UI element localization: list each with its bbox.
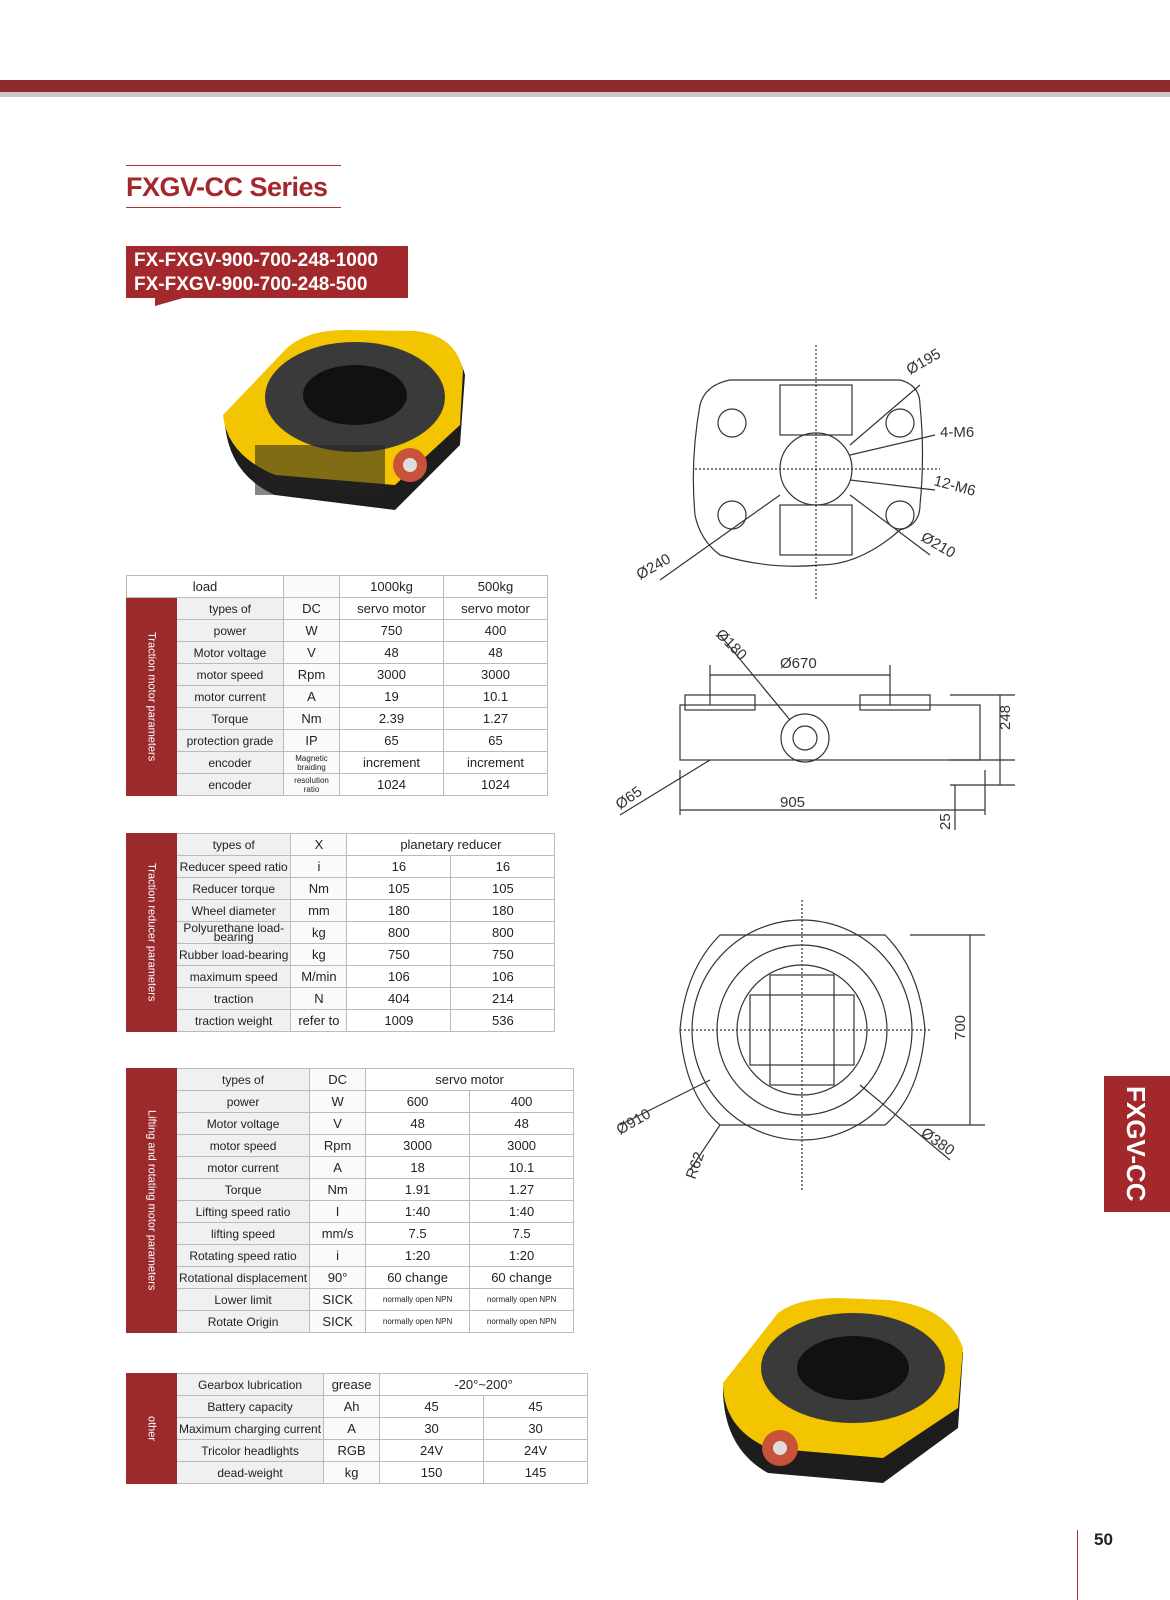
row-value-1: 24V (380, 1440, 484, 1462)
row-value-1: 106 (347, 966, 451, 988)
row-value-2: increment (444, 752, 548, 774)
row-name: traction weight (177, 1010, 291, 1032)
row-value-1: 60 change (366, 1267, 470, 1289)
dim-248: 248 (997, 704, 1014, 730)
row-name: dead-weight (177, 1462, 324, 1484)
row-value-1: 150 (380, 1462, 484, 1484)
row-value-merged: servo motor (366, 1069, 574, 1091)
row-name: Lower limit (177, 1289, 310, 1311)
traction-reducer-table (126, 833, 555, 1032)
row-value-2: 48 (444, 642, 548, 664)
row-unit: N (291, 988, 347, 1010)
model-box (126, 246, 408, 298)
table-row (127, 1396, 588, 1418)
row-value-2: 1.27 (444, 708, 548, 730)
other-table (126, 1373, 588, 1484)
series-title: FXGV-CC Series (126, 172, 328, 202)
row-value-2: 10.1 (444, 686, 548, 708)
header-band (0, 80, 1170, 92)
dim-905: 905 (780, 794, 806, 811)
header-1000kg: 1000kg (340, 576, 444, 598)
row-value-1: 1024 (340, 774, 444, 796)
table-row (127, 1069, 574, 1091)
row-value-2: 750 (451, 944, 555, 966)
row-value-1: 30 (380, 1418, 484, 1440)
page-number: 50 (1094, 1530, 1113, 1549)
row-name: motor current (177, 1157, 310, 1179)
table-row (127, 856, 555, 878)
table-row (127, 1179, 574, 1201)
row-value-2: 24V (484, 1440, 588, 1462)
row-unit: W (284, 620, 340, 642)
table-row (127, 1113, 574, 1135)
row-value-merged: planetary reducer (347, 834, 555, 856)
table-row (127, 1010, 555, 1032)
row-unit: X (291, 834, 347, 856)
table-row (127, 598, 548, 620)
row-name: Torque (177, 1179, 310, 1201)
row-value-1: 1:40 (366, 1201, 470, 1223)
row-value-2: 1.27 (470, 1179, 574, 1201)
row-name: Rubber load-bearing (177, 944, 291, 966)
dim-12m6: 12-M6 (931, 472, 978, 500)
table-row (127, 878, 555, 900)
row-value-1: 7.5 (366, 1223, 470, 1245)
table-row (127, 708, 548, 730)
row-value-1: servo motor (340, 598, 444, 620)
table-row (127, 834, 555, 856)
table-header-row (127, 576, 548, 598)
row-value-1: 750 (347, 944, 451, 966)
row-name: encoder (177, 774, 284, 796)
row-name: maximum speed (177, 966, 291, 988)
row-value-1: 105 (347, 878, 451, 900)
dim-d65: Ø65 (612, 783, 646, 814)
row-name: Rotating speed ratio (177, 1245, 310, 1267)
model-1000: FX-FXGV-900-700-248-1000 (134, 250, 378, 271)
table-row (127, 664, 548, 686)
section-label: Traction motor parameters (127, 598, 177, 796)
row-name: Tricolor headlights (177, 1440, 324, 1462)
table-row (127, 620, 548, 642)
row-value-2: 536 (451, 1010, 555, 1032)
row-name: power (177, 620, 284, 642)
row-unit: kg (291, 944, 347, 966)
drawing-bottom-view (613, 900, 1010, 1190)
table-row (127, 1157, 574, 1179)
row-value-2: 214 (451, 988, 555, 1010)
row-unit: V (310, 1113, 366, 1135)
row-unit: I (310, 1201, 366, 1223)
row-value-2: 45 (484, 1396, 588, 1418)
row-unit: Rpm (284, 664, 340, 686)
row-unit: W (310, 1091, 366, 1113)
row-value-2: 106 (451, 966, 555, 988)
dim-25: 25 (937, 813, 954, 830)
section-label: other (127, 1374, 177, 1484)
row-unit: A (310, 1157, 366, 1179)
row-value-2: 10.1 (470, 1157, 574, 1179)
row-unit: mm (291, 900, 347, 922)
row-value-1: 2.39 (340, 708, 444, 730)
row-value-1: normally open NPN (366, 1311, 470, 1333)
row-value-2: 30 (484, 1418, 588, 1440)
row-name: types of (177, 1069, 310, 1091)
row-value-2: servo motor (444, 598, 548, 620)
table-row (127, 1311, 574, 1333)
row-name: Motor voltage (177, 642, 284, 664)
row-name: types of (177, 834, 291, 856)
row-name: Rotate Origin (177, 1311, 310, 1333)
table-row (127, 900, 555, 922)
row-unit: SICK (310, 1289, 366, 1311)
row-unit: V (284, 642, 340, 664)
row-unit: Rpm (310, 1135, 366, 1157)
table-row (127, 1201, 574, 1223)
row-name: Wheel diameter (177, 900, 291, 922)
row-unit: DC (310, 1069, 366, 1091)
series-title-box (126, 165, 341, 208)
row-value-2: 48 (470, 1113, 574, 1135)
row-name: Lifting speed ratio (177, 1201, 310, 1223)
row-name: Maximum charging current (177, 1418, 324, 1440)
row-value-2: 400 (444, 620, 548, 642)
row-unit: resolution ratio (284, 774, 340, 796)
row-unit: 90° (310, 1267, 366, 1289)
table-row (127, 966, 555, 988)
row-unit: Nm (291, 878, 347, 900)
table-row (127, 1418, 588, 1440)
row-name: Battery capacity (177, 1396, 324, 1418)
drawing-top-view (620, 345, 1010, 600)
row-value-2: 145 (484, 1462, 588, 1484)
table-row (127, 774, 548, 796)
row-value-2: 1:40 (470, 1201, 574, 1223)
row-name: traction (177, 988, 291, 1010)
row-unit: M/min (291, 966, 347, 988)
row-value-1: 404 (347, 988, 451, 1010)
dim-d670: Ø670 (780, 655, 817, 672)
row-unit: Magnetic braiding (284, 752, 340, 774)
row-value-2: 3000 (444, 664, 548, 686)
agv-photo-bottom (718, 1298, 978, 1488)
row-value-2: normally open NPN (470, 1289, 574, 1311)
section-label: Traction reducer parameters (127, 834, 177, 1032)
header-load: load (127, 576, 284, 598)
dim-r62: R62 (682, 1149, 709, 1182)
row-unit: mm/s (310, 1223, 366, 1245)
agv-photo-top (215, 325, 475, 515)
dim-d180: Ø180 (712, 625, 751, 664)
dim-4m6: 4-M6 (940, 424, 975, 441)
table-row (127, 1267, 574, 1289)
row-name: protection grade (177, 730, 284, 752)
row-value-1: 45 (380, 1396, 484, 1418)
row-name: Reducer speed ratio (177, 856, 291, 878)
row-unit: i (310, 1245, 366, 1267)
row-value-2: 180 (451, 900, 555, 922)
row-unit: SICK (310, 1311, 366, 1333)
row-unit: kg (324, 1462, 380, 1484)
row-value-2: 400 (470, 1091, 574, 1113)
table-row (127, 922, 555, 944)
row-value-1: 1:20 (366, 1245, 470, 1267)
row-value-1: 19 (340, 686, 444, 708)
dim-d910: Ø910 (613, 1105, 654, 1139)
table-row (127, 1462, 588, 1484)
row-unit: i (291, 856, 347, 878)
header-band-shadow (0, 92, 1170, 97)
row-name: power (177, 1091, 310, 1113)
row-value-1: 18 (366, 1157, 470, 1179)
row-value-2: normally open NPN (470, 1311, 574, 1333)
row-name: Motor voltage (177, 1113, 310, 1135)
dim-d240: Ø240 (633, 550, 674, 584)
row-value-merged: -20°~200° (380, 1374, 588, 1396)
row-value-1: 800 (347, 922, 451, 944)
series-side-tab-label: FXGV-CC (1121, 1086, 1151, 1202)
model-box-tab (155, 298, 183, 306)
dim-d380: Ø380 (917, 1124, 958, 1160)
row-unit: A (284, 686, 340, 708)
row-name: types of (177, 598, 284, 620)
dim-700: 700 (952, 1014, 969, 1040)
header-500kg: 500kg (444, 576, 548, 598)
row-unit: Ah (324, 1396, 380, 1418)
drawing-side-view (612, 625, 1030, 845)
row-value-2: 60 change (470, 1267, 574, 1289)
row-value-1: 1.91 (366, 1179, 470, 1201)
row-value-2: 1024 (444, 774, 548, 796)
traction-motor-table (126, 575, 548, 796)
row-value-1: 750 (340, 620, 444, 642)
row-value-1: 1009 (347, 1010, 451, 1032)
series-side-tab (1104, 1076, 1170, 1212)
row-name: Torque (177, 708, 284, 730)
table-row (127, 1440, 588, 1462)
row-name: Gearbox lubrication (177, 1374, 324, 1396)
row-unit: Nm (310, 1179, 366, 1201)
row-value-1: 48 (340, 642, 444, 664)
table-row (127, 1374, 588, 1396)
row-unit: refer to (291, 1010, 347, 1032)
row-unit: DC (284, 598, 340, 620)
row-name: Polyurethane load-bearing (177, 922, 291, 944)
row-value-2: 105 (451, 878, 555, 900)
row-name: encoder (177, 752, 284, 774)
row-value-1: 3000 (340, 664, 444, 686)
row-name: Reducer torque (177, 878, 291, 900)
row-name: motor speed (177, 1135, 310, 1157)
table-row (127, 1223, 574, 1245)
row-unit: A (324, 1418, 380, 1440)
table-row (127, 1289, 574, 1311)
table-row (127, 686, 548, 708)
row-name: motor current (177, 686, 284, 708)
row-unit: kg (291, 922, 347, 944)
table-row (127, 1091, 574, 1113)
row-name: motor speed (177, 664, 284, 686)
row-unit: grease (324, 1374, 380, 1396)
row-value-2: 3000 (470, 1135, 574, 1157)
row-value-2: 800 (451, 922, 555, 944)
table-row (127, 730, 548, 752)
row-name: Rotational displacement (177, 1267, 310, 1289)
row-value-1: 600 (366, 1091, 470, 1113)
dim-d210: Ø210 (918, 528, 959, 562)
header-blank (284, 576, 340, 598)
row-value-1: 48 (366, 1113, 470, 1135)
row-value-1: normally open NPN (366, 1289, 470, 1311)
row-name: lifting speed (177, 1223, 310, 1245)
section-label: Lifting and rotating motor parameters (127, 1069, 177, 1333)
table-row (127, 1135, 574, 1157)
table-row (127, 1245, 574, 1267)
row-unit: Nm (284, 708, 340, 730)
row-value-1: 3000 (366, 1135, 470, 1157)
table-row (127, 642, 548, 664)
row-unit: RGB (324, 1440, 380, 1462)
row-value-1: 180 (347, 900, 451, 922)
row-value-2: 16 (451, 856, 555, 878)
table-row (127, 988, 555, 1010)
table-row (127, 944, 555, 966)
row-unit: IP (284, 730, 340, 752)
model-500: FX-FXGV-900-700-248-500 (134, 274, 368, 295)
table-row (127, 752, 548, 774)
dim-d195: Ø195 (903, 345, 944, 379)
row-value-2: 7.5 (470, 1223, 574, 1245)
row-value-2: 1:20 (470, 1245, 574, 1267)
row-value-1: 65 (340, 730, 444, 752)
row-value-2: 65 (444, 730, 548, 752)
row-value-1: 16 (347, 856, 451, 878)
lifting-rotating-table (126, 1068, 574, 1333)
row-value-1: increment (340, 752, 444, 774)
page-number-divider (1077, 1530, 1078, 1600)
